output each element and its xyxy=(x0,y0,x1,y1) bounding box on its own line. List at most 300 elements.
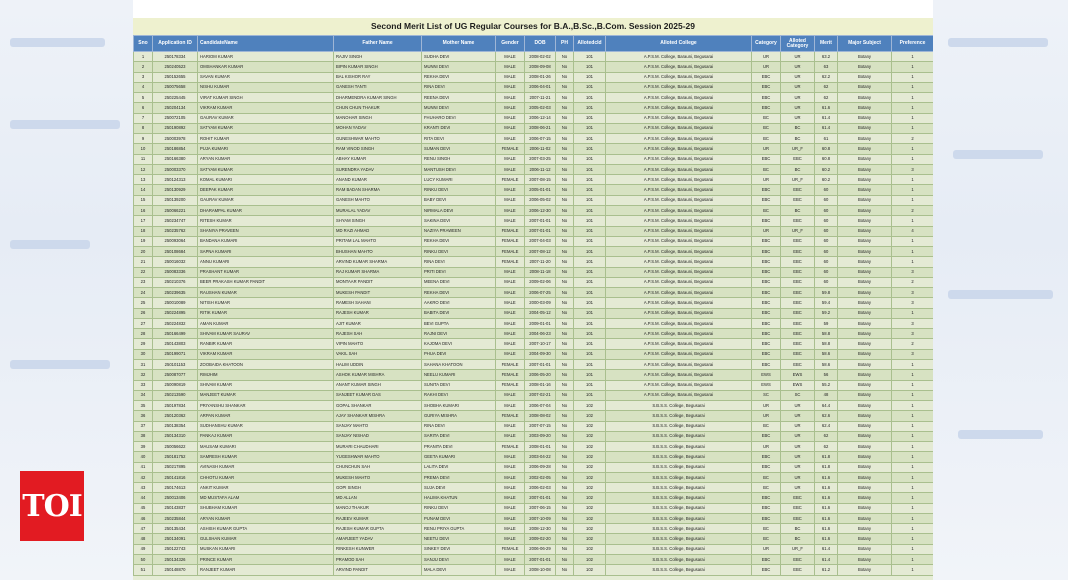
table-cell: Botany xyxy=(838,113,892,123)
table-cell: 102 xyxy=(574,401,606,411)
table-cell: S.B.S.S. College, Begusarai xyxy=(606,565,752,575)
table-cell: GULSHAN KUMAR xyxy=(198,534,334,544)
table-cell: EBC xyxy=(781,318,815,328)
table-cell: RENU PRIYA GUPTA xyxy=(422,524,496,534)
table-cell: 13 xyxy=(134,175,153,185)
table-row xyxy=(134,185,934,195)
table-cell: 2 xyxy=(134,62,153,72)
table-cell: 250240523 xyxy=(153,62,198,72)
table-cell: No xyxy=(556,431,574,441)
table-cell: MUNNI DEVI xyxy=(422,103,496,113)
table-row xyxy=(134,298,934,308)
table-cell: Botany xyxy=(838,349,892,359)
table-cell: BC xyxy=(781,164,815,174)
table-cell: 101 xyxy=(574,123,606,133)
table-cell: 3 xyxy=(892,318,934,328)
table-cell: BABITA DEVI xyxy=(422,308,496,318)
table-cell: 2006-11-12 xyxy=(525,164,556,174)
table-cell: MALE xyxy=(496,216,525,226)
table-cell: YUGESHWAR MAHTO xyxy=(334,452,422,462)
table-cell: PRANITA DEVI xyxy=(422,442,496,452)
table-cell: 62.4 xyxy=(815,421,838,431)
table-cell: 101 xyxy=(574,144,606,154)
table-cell: BEVI GUPTA xyxy=(422,318,496,328)
table-cell: 250075658 xyxy=(153,82,198,92)
table-cell: 2009-02-20 xyxy=(525,534,556,544)
table-row xyxy=(134,134,934,144)
table-cell: ANAND KUMAR xyxy=(334,175,422,185)
table-cell: BC xyxy=(752,113,781,123)
table-cell: No xyxy=(556,524,574,534)
table-cell: 1 xyxy=(892,144,934,154)
table-cell: EBC xyxy=(752,288,781,298)
table-cell: 250197834 xyxy=(153,401,198,411)
table-row xyxy=(134,164,934,174)
column-header: Alloted Category xyxy=(781,36,815,52)
table-cell: RANBIR KUMAR xyxy=(198,339,334,349)
table-cell: S.B.S.S. College, Begusarai xyxy=(606,411,752,421)
table-cell: 27 xyxy=(134,318,153,328)
table-cell: Botany xyxy=(838,154,892,164)
table-cell: A.P.S.M. College, Barauni, Begusarai xyxy=(606,82,752,92)
table-cell: A.P.S.M. College, Barauni, Begusarai xyxy=(606,144,752,154)
table-cell: RINA DEVI xyxy=(422,421,496,431)
table-cell: UR xyxy=(752,175,781,185)
table-cell: BHUSHAN MAHTO xyxy=(334,247,422,257)
table-cell: S.B.S.S. College, Begusarai xyxy=(606,555,752,565)
table-cell: VAKIL SAH xyxy=(334,349,422,359)
table-cell: 61 xyxy=(815,134,838,144)
table-cell: No xyxy=(556,359,574,369)
blur-bar xyxy=(948,290,1053,299)
table-cell: 1 xyxy=(892,370,934,380)
table-cell: EBC xyxy=(781,236,815,246)
table-cell: 250174613 xyxy=(153,483,198,493)
table-cell: 2006-07-15 xyxy=(525,134,556,144)
table-cell: A.P.S.M. College, Barauni, Begusarai xyxy=(606,359,752,369)
table-cell: 101 xyxy=(574,154,606,164)
table-cell: No xyxy=(556,175,574,185)
table-cell: No xyxy=(556,298,574,308)
table-cell: ROHIT KUMAR xyxy=(198,134,334,144)
table-cell: EBC xyxy=(781,359,815,369)
table-cell: No xyxy=(556,72,574,82)
table-cell: 1 xyxy=(134,52,153,62)
table-cell: 101 xyxy=(574,52,606,62)
table-cell: Botany xyxy=(838,401,892,411)
table-cell: 101 xyxy=(574,72,606,82)
table-cell: 250199071 xyxy=(153,349,198,359)
table-cell: A.P.S.M. College, Barauni, Begusarai xyxy=(606,329,752,339)
table-cell: Botany xyxy=(838,185,892,195)
table-cell: 102 xyxy=(574,503,606,513)
table-cell: MALE xyxy=(496,52,525,62)
table-cell: FEMALE xyxy=(496,411,525,421)
table-cell: 60 xyxy=(815,277,838,287)
table-cell: 250120362 xyxy=(153,411,198,421)
table-cell: UR xyxy=(781,93,815,103)
document-title: Second Merit List of UG Regular Courses for B.A.,B.Sc.,B.Com. Session 2025-29 xyxy=(133,18,933,35)
table-cell: UR xyxy=(781,62,815,72)
table-cell: No xyxy=(556,452,574,462)
table-cell: 61.2 xyxy=(815,565,838,575)
table-cell: SC xyxy=(781,390,815,400)
table-cell: 3 xyxy=(892,164,934,174)
table-cell: No xyxy=(556,52,574,62)
table-cell: S.B.S.S. College, Begusarai xyxy=(606,452,752,462)
table-row xyxy=(134,565,934,575)
table-cell: SUJA DEVI xyxy=(422,483,496,493)
table-cell: 62.2 xyxy=(815,72,838,82)
table-cell: EBC xyxy=(752,154,781,164)
table-cell: 49 xyxy=(134,544,153,554)
table-cell: MALE xyxy=(496,339,525,349)
table-cell: A.P.S.M. College, Barauni, Begusarai xyxy=(606,175,752,185)
table-cell: UR xyxy=(781,431,815,441)
table-cell: 250234747 xyxy=(153,216,198,226)
table-cell: EBC xyxy=(752,339,781,349)
table-cell: 2007-11-21 xyxy=(525,93,556,103)
table-cell: MALE xyxy=(496,524,525,534)
table-cell: BC xyxy=(752,421,781,431)
table-cell: No xyxy=(556,308,574,318)
table-cell: Botany xyxy=(838,534,892,544)
table-cell: 2008-01-16 xyxy=(525,380,556,390)
table-cell: SANJAY MAHTO xyxy=(334,421,422,431)
table-cell: MONTAAR PANDIT xyxy=(334,277,422,287)
table-cell: No xyxy=(556,483,574,493)
table-cell: DHARMENDRA KUMAR SINGH xyxy=(334,93,422,103)
table-cell: 250122743 xyxy=(153,544,198,554)
table-cell: Botany xyxy=(838,277,892,287)
table-cell: 250235844 xyxy=(153,513,198,523)
table-cell: SUMAN DEVI xyxy=(422,144,496,154)
table-cell: 8 xyxy=(134,123,153,133)
table-cell: 56 xyxy=(815,370,838,380)
table-cell: EBC xyxy=(781,288,815,298)
table-cell: PUJA KUMARI xyxy=(198,144,334,154)
table-cell: A.P.S.M. College, Barauni, Begusarai xyxy=(606,339,752,349)
table-cell: ANANT KUMAR SINGH xyxy=(334,380,422,390)
table-cell: 48 xyxy=(815,390,838,400)
table-cell: 250124313 xyxy=(153,175,198,185)
table-cell: 61.4 xyxy=(815,113,838,123)
table-cell: 61.4 xyxy=(815,555,838,565)
table-cell: EBC xyxy=(752,462,781,472)
table-row xyxy=(134,318,934,328)
table-cell: 101 xyxy=(574,298,606,308)
table-cell: 2006-04-01 xyxy=(525,82,556,92)
table-cell: UR xyxy=(752,442,781,452)
table-cell: EBC xyxy=(752,503,781,513)
table-cell: 1 xyxy=(892,452,934,462)
table-cell: No xyxy=(556,195,574,205)
table-cell: A.P.S.M. College, Barauni, Begusarai xyxy=(606,195,752,205)
table-header-row xyxy=(134,36,934,52)
table-row xyxy=(134,216,934,226)
table-cell: 101 xyxy=(574,318,606,328)
table-cell: LALITA DEVI xyxy=(422,462,496,472)
table-cell: 1 xyxy=(892,93,934,103)
table-cell: SAVAN KUMAR xyxy=(198,72,334,82)
table-cell: No xyxy=(556,216,574,226)
table-cell: EBC xyxy=(752,298,781,308)
table-cell: 2008-10-08 xyxy=(525,565,556,575)
table-cell: 19 xyxy=(134,236,153,246)
table-cell: 1 xyxy=(892,123,934,133)
table-cell: 102 xyxy=(574,472,606,482)
table-row xyxy=(134,205,934,215)
column-header: Major Subject xyxy=(838,36,892,52)
table-cell: 61.6 xyxy=(815,503,838,513)
table-cell: EWS xyxy=(781,380,815,390)
table-cell: 58.8 xyxy=(815,339,838,349)
table-cell: No xyxy=(556,544,574,554)
table-cell: NEETU DEVI xyxy=(422,534,496,544)
table-cell: RINKU DEVI xyxy=(422,503,496,513)
table-row xyxy=(134,411,934,421)
table-row xyxy=(134,308,934,318)
table-cell: CHHOTU KUMAR xyxy=(198,472,334,482)
table-cell: REKHA DEVI xyxy=(422,236,496,246)
table-cell: 1 xyxy=(892,113,934,123)
table-cell: UR xyxy=(781,103,815,113)
table-cell: 1 xyxy=(892,308,934,318)
column-header: CandidateName xyxy=(198,36,334,52)
table-cell: 1 xyxy=(892,493,934,503)
table-cell: 38 xyxy=(134,431,153,441)
table-cell: 250139200 xyxy=(153,195,198,205)
table-cell: 62 xyxy=(815,82,838,92)
table-cell: No xyxy=(556,534,574,544)
table-cell: AJIT KUMAR xyxy=(334,318,422,328)
table-cell: RAMESH SAHANI xyxy=(334,298,422,308)
table-cell: EBC xyxy=(781,277,815,287)
table-cell: No xyxy=(556,144,574,154)
table-cell: No xyxy=(556,339,574,349)
table-cell: 250013406 xyxy=(153,493,198,503)
table-cell: Botany xyxy=(838,52,892,62)
table-cell: AVINASH KUMAR xyxy=(198,462,334,472)
blur-bar xyxy=(10,120,120,129)
table-cell: SHYAM SINGH xyxy=(334,216,422,226)
table-cell: MALE xyxy=(496,72,525,82)
blur-bar xyxy=(953,150,1043,159)
table-cell: 101 xyxy=(574,236,606,246)
table-cell: Botany xyxy=(838,236,892,246)
table-cell: BC xyxy=(781,524,815,534)
table-cell: UR_F xyxy=(781,544,815,554)
table-cell: KOMAL KUMARI xyxy=(198,175,334,185)
blur-bar xyxy=(10,240,90,249)
table-cell: MALE xyxy=(496,513,525,523)
table-row xyxy=(134,472,934,482)
table-cell: 1 xyxy=(892,154,934,164)
table-cell: BC xyxy=(752,205,781,215)
table-cell: ARVIND KUMAR SHARMA xyxy=(334,257,422,267)
table-cell: 59.8 xyxy=(815,288,838,298)
table-cell: FEMALE xyxy=(496,380,525,390)
table-cell: 59.2 xyxy=(815,308,838,318)
table-cell: SANJU DEVI xyxy=(422,555,496,565)
table-cell: EBC xyxy=(752,318,781,328)
table-cell: 41 xyxy=(134,462,153,472)
table-cell: MALE xyxy=(496,113,525,123)
table-cell: 250066221 xyxy=(153,205,198,215)
table-cell: Botany xyxy=(838,164,892,174)
table-cell: BC xyxy=(752,164,781,174)
table-cell: A.P.S.M. College, Barauni, Begusarai xyxy=(606,226,752,236)
table-cell: DHARAMPAL KUMAR xyxy=(198,205,334,215)
table-cell: MALE xyxy=(496,462,525,472)
table-row xyxy=(134,277,934,287)
table-cell: 60 xyxy=(815,185,838,195)
table-cell: 10 xyxy=(134,144,153,154)
table-row xyxy=(134,349,934,359)
table-cell: EBC xyxy=(781,329,815,339)
table-cell: 102 xyxy=(574,555,606,565)
table-cell: A.P.S.M. College, Barauni, Begusarai xyxy=(606,164,752,174)
table-cell: 2007-08-15 xyxy=(525,175,556,185)
table-cell: PUNAM DEVI xyxy=(422,513,496,523)
table-cell: A.P.S.M. College, Barauni, Begusarai xyxy=(606,216,752,226)
table-cell: Botany xyxy=(838,93,892,103)
table-cell: MUKESH PANDIT xyxy=(334,288,422,298)
table-cell: 58.6 xyxy=(815,349,838,359)
table-cell: PRITI DEVI xyxy=(422,267,496,277)
table-cell: MANJEET KUMAR xyxy=(198,390,334,400)
table-cell: 2004-09-30 xyxy=(525,349,556,359)
table-cell: CHUN CHUN THAKUR xyxy=(334,103,422,113)
table-cell: EBC xyxy=(781,349,815,359)
table-row xyxy=(134,288,934,298)
table-cell: 250134310 xyxy=(153,431,198,441)
table-cell: A.P.S.M. College, Barauni, Begusarai xyxy=(606,277,752,287)
table-cell: BC xyxy=(752,534,781,544)
table-cell: Botany xyxy=(838,555,892,565)
table-cell: RIMJHIM xyxy=(198,370,334,380)
table-cell: 59 xyxy=(815,318,838,328)
table-cell: PHUA DEVI xyxy=(422,349,496,359)
table-cell: 18 xyxy=(134,226,153,236)
table-cell: 102 xyxy=(574,483,606,493)
table-cell: Botany xyxy=(838,524,892,534)
table-cell: HALIMA KHATUN xyxy=(422,493,496,503)
table-cell: PANKAJ KUMAR xyxy=(198,431,334,441)
table-cell: 2005-01-01 xyxy=(525,185,556,195)
table-cell: No xyxy=(556,288,574,298)
table-cell: 250003978 xyxy=(153,134,198,144)
table-cell: BABY DEVI xyxy=(422,195,496,205)
table-cell: 250083336 xyxy=(153,267,198,277)
table-cell: MALE xyxy=(496,452,525,462)
table-cell: EBC xyxy=(781,267,815,277)
table-cell: No xyxy=(556,462,574,472)
table-cell: S.B.S.S. College, Begusarai xyxy=(606,503,752,513)
table-cell: No xyxy=(556,267,574,277)
table-cell: UR xyxy=(752,401,781,411)
table-cell: 1 xyxy=(892,72,934,82)
table-row xyxy=(134,462,934,472)
table-cell: MOHAN YADAV xyxy=(334,123,422,133)
table-cell: 102 xyxy=(574,442,606,452)
column-header: DOB xyxy=(525,36,556,52)
table-cell: 2008-08-02 xyxy=(525,411,556,421)
table-cell: EBC xyxy=(781,555,815,565)
table-cell: Botany xyxy=(838,390,892,400)
table-cell: 250204134 xyxy=(153,103,198,113)
table-row xyxy=(134,503,934,513)
table-cell: 2008-12-30 xyxy=(525,524,556,534)
table-cell: No xyxy=(556,123,574,133)
table-cell: UR xyxy=(781,52,815,62)
table-cell: EBC xyxy=(752,236,781,246)
table-cell: VIPIN MAHTO xyxy=(334,339,422,349)
table-cell: 12 xyxy=(134,164,153,174)
table-cell: 2007-10-09 xyxy=(525,513,556,523)
table-cell: MURARI CHAUDHARI xyxy=(334,442,422,452)
table-cell: S.B.S.S. College, Begusarai xyxy=(606,483,752,493)
table-cell: SHANIYA PRAVEEN xyxy=(198,226,334,236)
table-cell: 102 xyxy=(574,524,606,534)
merit-list-table xyxy=(133,35,933,576)
table-cell: 24 xyxy=(134,288,153,298)
table-cell: FEMALE xyxy=(496,247,525,257)
table-cell: 28 xyxy=(134,329,153,339)
table-cell: A.P.S.M. College, Barauni, Begusarai xyxy=(606,236,752,246)
table-cell: UR_F xyxy=(781,175,815,185)
table-cell: 1 xyxy=(892,513,934,523)
table-cell: No xyxy=(556,154,574,164)
table-cell: SAMRESH KUMAR xyxy=(198,452,334,462)
table-cell: EWS xyxy=(752,380,781,390)
table-cell: 37 xyxy=(134,421,153,431)
table-cell: Botany xyxy=(838,431,892,441)
table-cell: S.B.S.S. College, Begusarai xyxy=(606,493,752,503)
table-cell: 1 xyxy=(892,185,934,195)
table-cell: 35 xyxy=(134,401,153,411)
table-cell: 2007-04-03 xyxy=(525,236,556,246)
table-cell: UR xyxy=(781,462,815,472)
table-cell: GANESH TANTI xyxy=(334,82,422,92)
table-row xyxy=(134,390,934,400)
table-cell: VIKRAM KUMAR xyxy=(198,103,334,113)
table-cell: 25 xyxy=(134,298,153,308)
table-cell: MALE xyxy=(496,401,525,411)
table-cell: MALE xyxy=(496,472,525,482)
table-cell: 3 xyxy=(892,288,934,298)
table-cell: EBC xyxy=(752,513,781,523)
table-cell: MALE xyxy=(496,267,525,277)
table-cell: Botany xyxy=(838,288,892,298)
table-cell: EBC xyxy=(752,257,781,267)
table-cell: MD ALLAN xyxy=(334,493,422,503)
table-cell: 15 xyxy=(134,195,153,205)
table-cell: EBC xyxy=(781,565,815,575)
table-cell: EBC xyxy=(752,277,781,287)
table-cell: SC xyxy=(752,390,781,400)
table-cell: SHUBHAM KUMAR xyxy=(198,503,334,513)
table-cell: BANDANA KUMARI xyxy=(198,236,334,246)
table-cell: 250225445 xyxy=(153,93,198,103)
column-header: Father Name xyxy=(334,36,422,52)
table-cell: RAM VINOD SINGH xyxy=(334,144,422,154)
table-cell: 250135434 xyxy=(153,524,198,534)
table-cell: 44 xyxy=(134,493,153,503)
blur-bar xyxy=(958,430,1043,439)
table-cell: EBC xyxy=(752,82,781,92)
table-cell: FEMALE xyxy=(496,144,525,154)
